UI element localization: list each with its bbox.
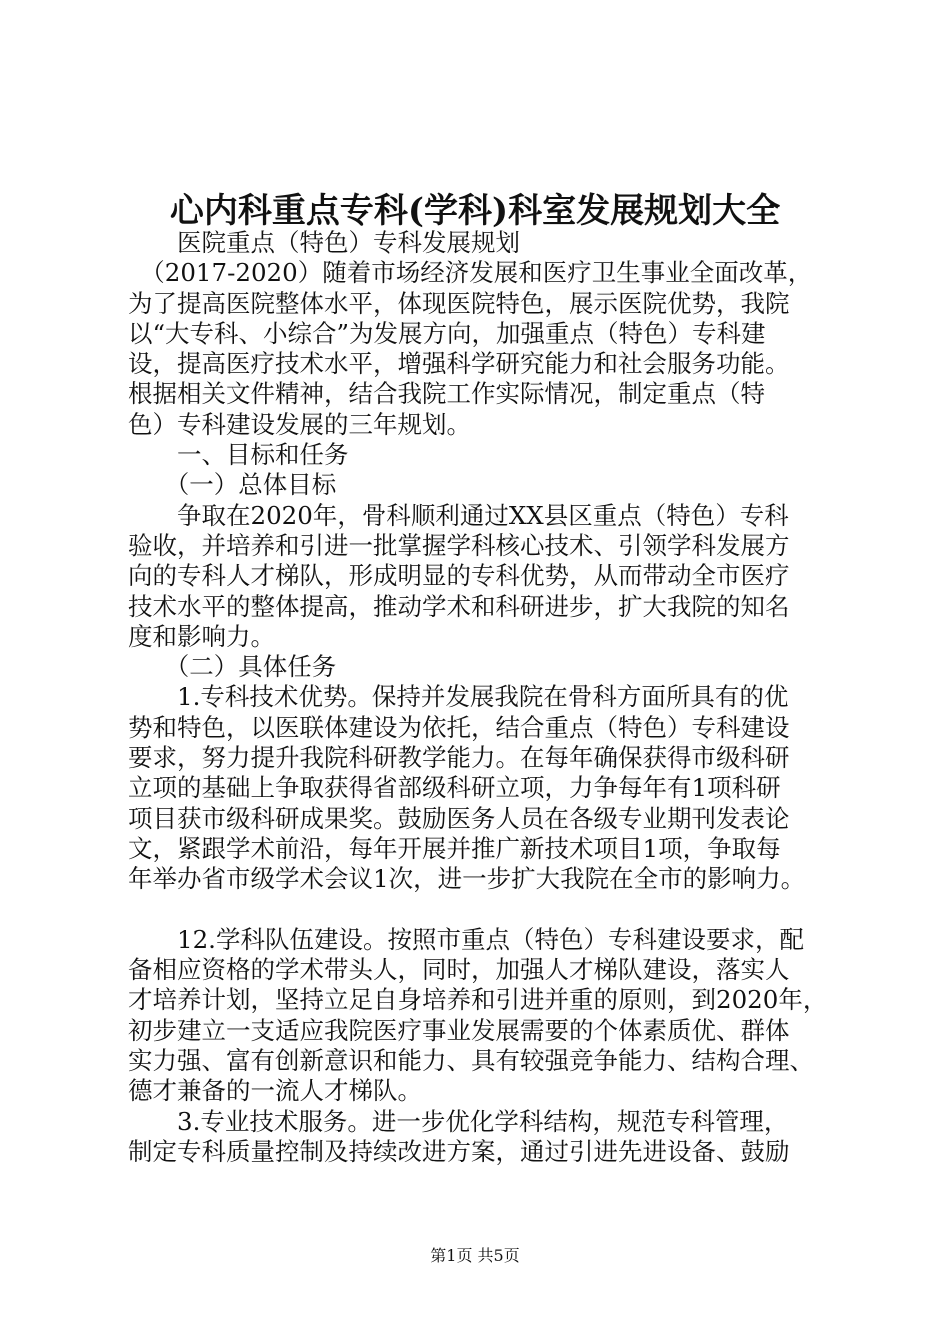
text-line: 验收，并培养和引进一批掌握学科核心技术、引领学科发展方 bbox=[128, 530, 790, 560]
blank-line bbox=[128, 895, 830, 925]
text-line: 设，提高医疗技术水平，增强科学研究能力和社会服务功能。 bbox=[128, 349, 790, 379]
subsection-heading: （二）具体任务 bbox=[128, 652, 337, 682]
document-title: 心内科重点专科(学科)科室发展规划大全 bbox=[169, 191, 781, 231]
text-line: 年举办省市级学术会议1次，进一步扩大我院在全市的影响力。 bbox=[128, 864, 806, 894]
section-heading: 一、目标和任务 bbox=[128, 440, 349, 470]
text-line: 以“大专科、小综合”为发展方向，加强重点（特色）专科建 bbox=[128, 318, 766, 348]
text-line: （2017-2020）随着市场经济发展和医疗卫生事业全面改革， bbox=[128, 258, 813, 288]
text-line: 实力强、富有创新意识和能力、具有较强竞争能力、结构合理、 bbox=[128, 1046, 814, 1076]
text-line: 德才兼备的一流人才梯队。 bbox=[128, 1076, 422, 1106]
text-line: 色）专科建设发展的三年规划。 bbox=[128, 409, 471, 439]
text-line: 为了提高医院整体水平，体现医院特色，展示医院优势，我院 bbox=[128, 288, 790, 318]
text-line: 争取在2020年，骨科顺利通过XX县区重点（特色）专科 bbox=[128, 500, 789, 530]
text-line: 项目获市级科研成果奖。鼓励医务人员在各级专业期刊发表论 bbox=[128, 803, 790, 833]
page-number-footer: 第1页 共5页 bbox=[430, 1246, 520, 1265]
text-line: 文，紧跟学术前沿，每年开展并推广新技术项目1项，争取每 bbox=[128, 833, 781, 863]
text-line: 根据相关文件精神，结合我院工作实际情况，制定重点（特 bbox=[128, 379, 765, 409]
text-line: 备相应资格的学术带头人，同时，加强人才梯队建设，落实人 bbox=[128, 955, 790, 985]
subsection-heading: （一）总体目标 bbox=[128, 470, 337, 500]
text-line: 度和影响力。 bbox=[128, 621, 275, 651]
text-line: 立项的基础上争取获得省部级科研立项，力争每年有1项科研 bbox=[128, 773, 781, 803]
text-line: 才培养计划，坚持立足自身培养和引进并重的原则，到2020年， bbox=[128, 985, 828, 1015]
text-line: 1.专科技术优势。保持并发展我院在骨科方面所具有的优 bbox=[128, 682, 789, 712]
text-line: 势和特色，以医联体建设为依托，结合重点（特色）专科建设 bbox=[128, 712, 790, 742]
text-line: 3.专业技术服务。进一步优化学科结构，规范专科管理， bbox=[128, 1106, 789, 1136]
text-line: 向的专科人才梯队，形成明显的专科优势，从而带动全市医疗 bbox=[128, 561, 790, 591]
text-line: 12.学科队伍建设。按照市重点（特色）专科建设要求，配 bbox=[128, 924, 804, 954]
document-body bbox=[128, 228, 830, 1167]
text-line: 技术水平的整体提高，推动学术和科研进步，扩大我院的知名 bbox=[128, 591, 790, 621]
text-line: 要求，努力提升我院科研教学能力。在每年确保获得市级科研 bbox=[128, 743, 790, 773]
text-line: 医院重点（特色）专科发展规划 bbox=[128, 228, 520, 257]
text-line: 初步建立一支适应我院医疗事业发展需要的个体素质优、群体 bbox=[128, 1015, 790, 1045]
text-line: 制定专科质量控制及持续改进方案，通过引进先进设备、鼓励 bbox=[128, 1136, 790, 1166]
